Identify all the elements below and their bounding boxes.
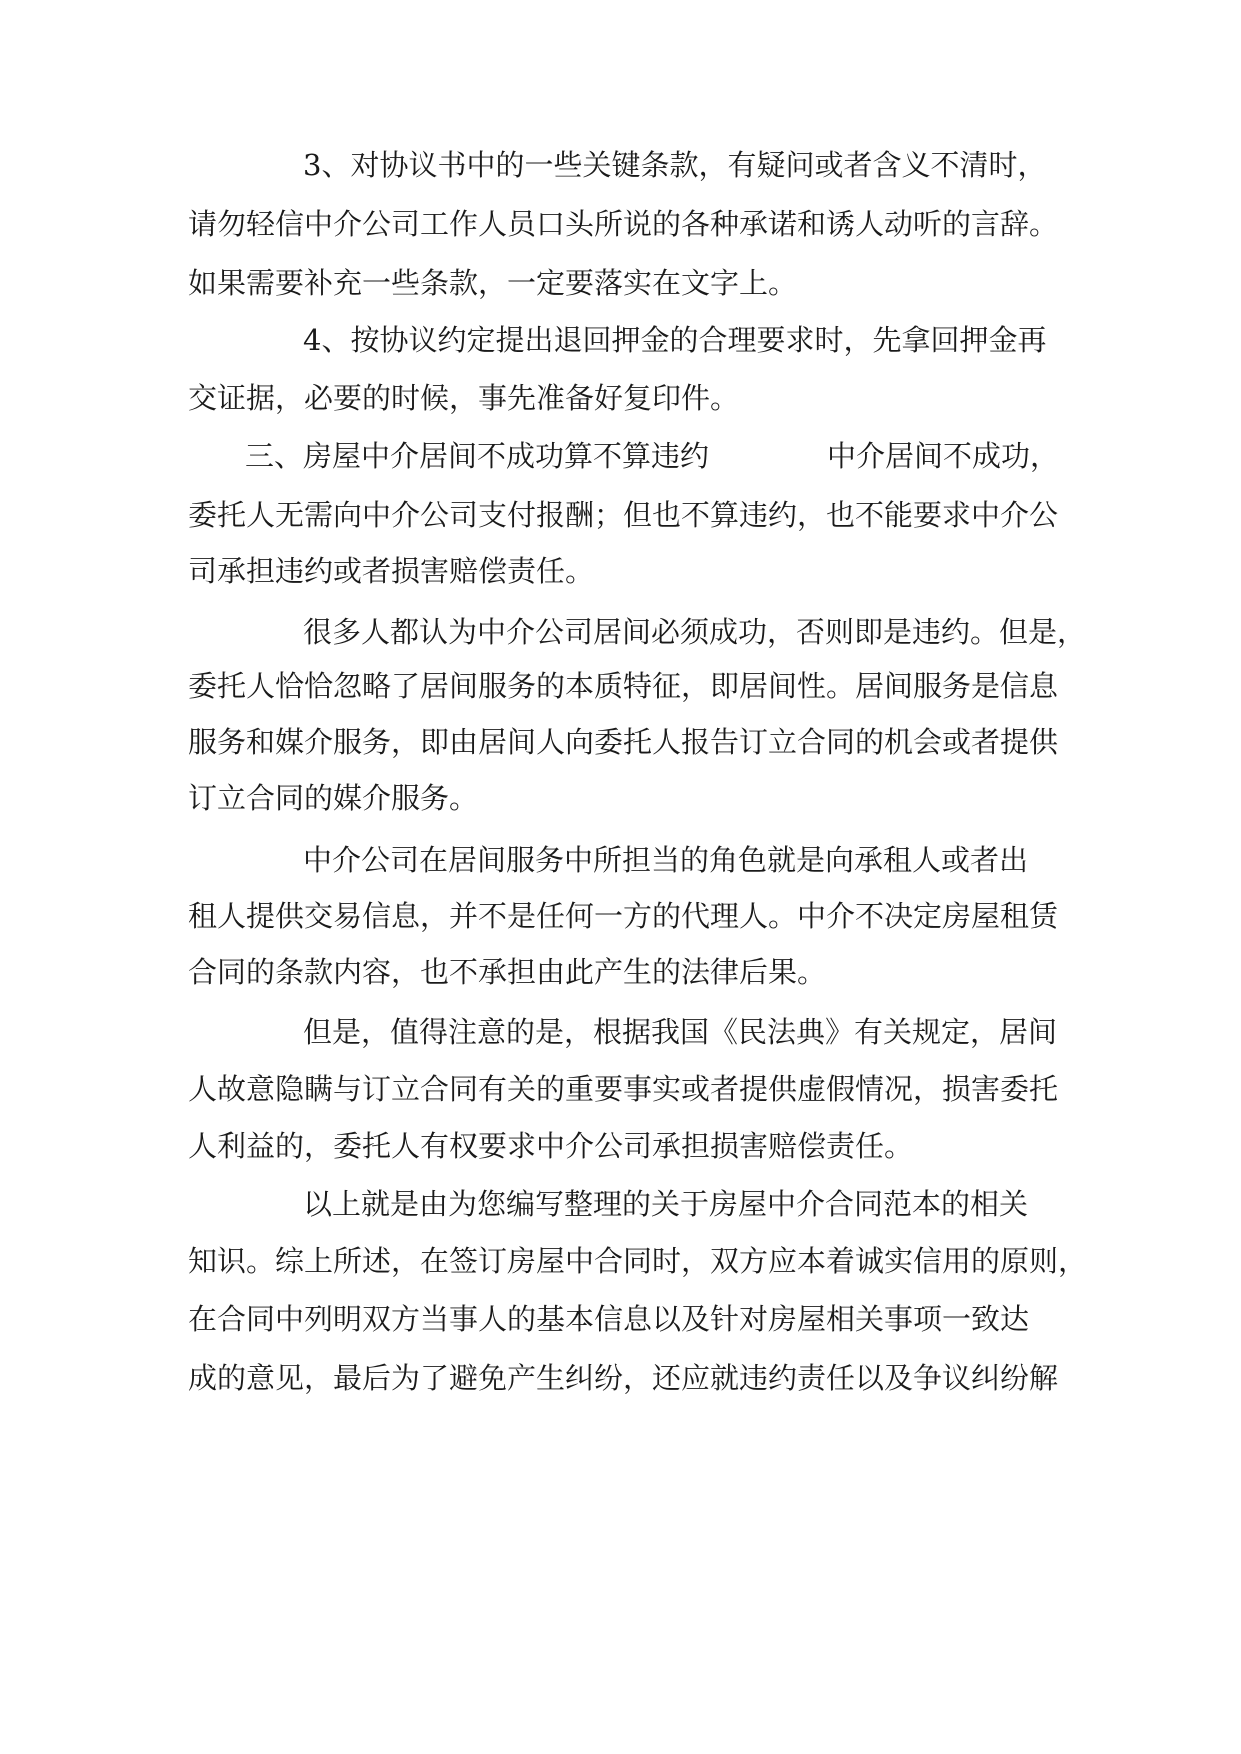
paragraph-line: 委托人无需向中介公司支付报酬；但也不算违约，也不能要求中介公	[188, 498, 1059, 532]
paragraph-line: 但是，值得注意的是，根据我国《民法典》有关规定，居间	[303, 1015, 1058, 1049]
paragraph-line: 3、对协议书中的一些关键条款，有疑问或者含义不清时，	[303, 148, 1047, 182]
paragraph-line: 如果需要补充一些条款，一定要落实在文字上。	[188, 266, 798, 300]
paragraph-line: 服务和媒介服务，即由居间人向委托人报告订立合同的机会或者提供	[188, 725, 1059, 759]
section-heading-line	[245, 434, 1059, 478]
paragraph-line: 以上就是由为您编写整理的关于房屋中介合同范本的相关	[303, 1187, 1029, 1221]
paragraph-line: 很多人都认为中介公司居间必须成功，否则即是违约。但是，	[303, 615, 1087, 649]
section-lead: 中介居间不成功，	[827, 439, 1060, 473]
paragraph-line: 4、按协议约定提出退回押金的合理要求时，先拿回押金再	[303, 323, 1047, 357]
paragraph-line: 成的意见，最后为了避免产生纠纷，还应就违约责任以及争议纠纷解	[188, 1361, 1059, 1395]
paragraph-line: 知识。综上所述，在签订房屋中合同时，双方应本着诚实信用的原则，	[188, 1244, 1088, 1278]
section-heading: 三、房屋中介居间不成功算不算违约	[245, 439, 710, 473]
paragraph-line: 人故意隐瞒与订立合同有关的重要事实或者提供虚假情况，损害委托	[188, 1072, 1059, 1106]
paragraph-line: 请勿轻信中介公司工作人员口头所说的各种承诺和诱人动听的言辞。	[188, 207, 1059, 241]
paragraph-line: 中介公司在居间服务中所担当的角色就是向承租人或者出	[303, 843, 1029, 877]
paragraph-line: 订立合同的媒介服务。	[188, 781, 479, 815]
paragraph-line: 交证据，必要的时候，事先准备好复印件。	[188, 381, 740, 415]
paragraph-line: 租人提供交易信息，并不是任何一方的代理人。中介不决定房屋租赁	[188, 899, 1059, 933]
paragraph-line: 司承担违约或者损害赔偿责任。	[188, 554, 595, 588]
paragraph-line: 委托人恰恰忽略了居间服务的本质特征，即居间性。居间服务是信息	[188, 669, 1059, 703]
paragraph-line: 人利益的，委托人有权要求中介公司承担损害赔偿责任。	[188, 1129, 914, 1163]
paragraph-line: 在合同中列明双方当事人的基本信息以及针对房屋相关事项一致达	[188, 1302, 1030, 1336]
paragraph-line: 合同的条款内容，也不承担由此产生的法律后果。	[188, 955, 827, 989]
